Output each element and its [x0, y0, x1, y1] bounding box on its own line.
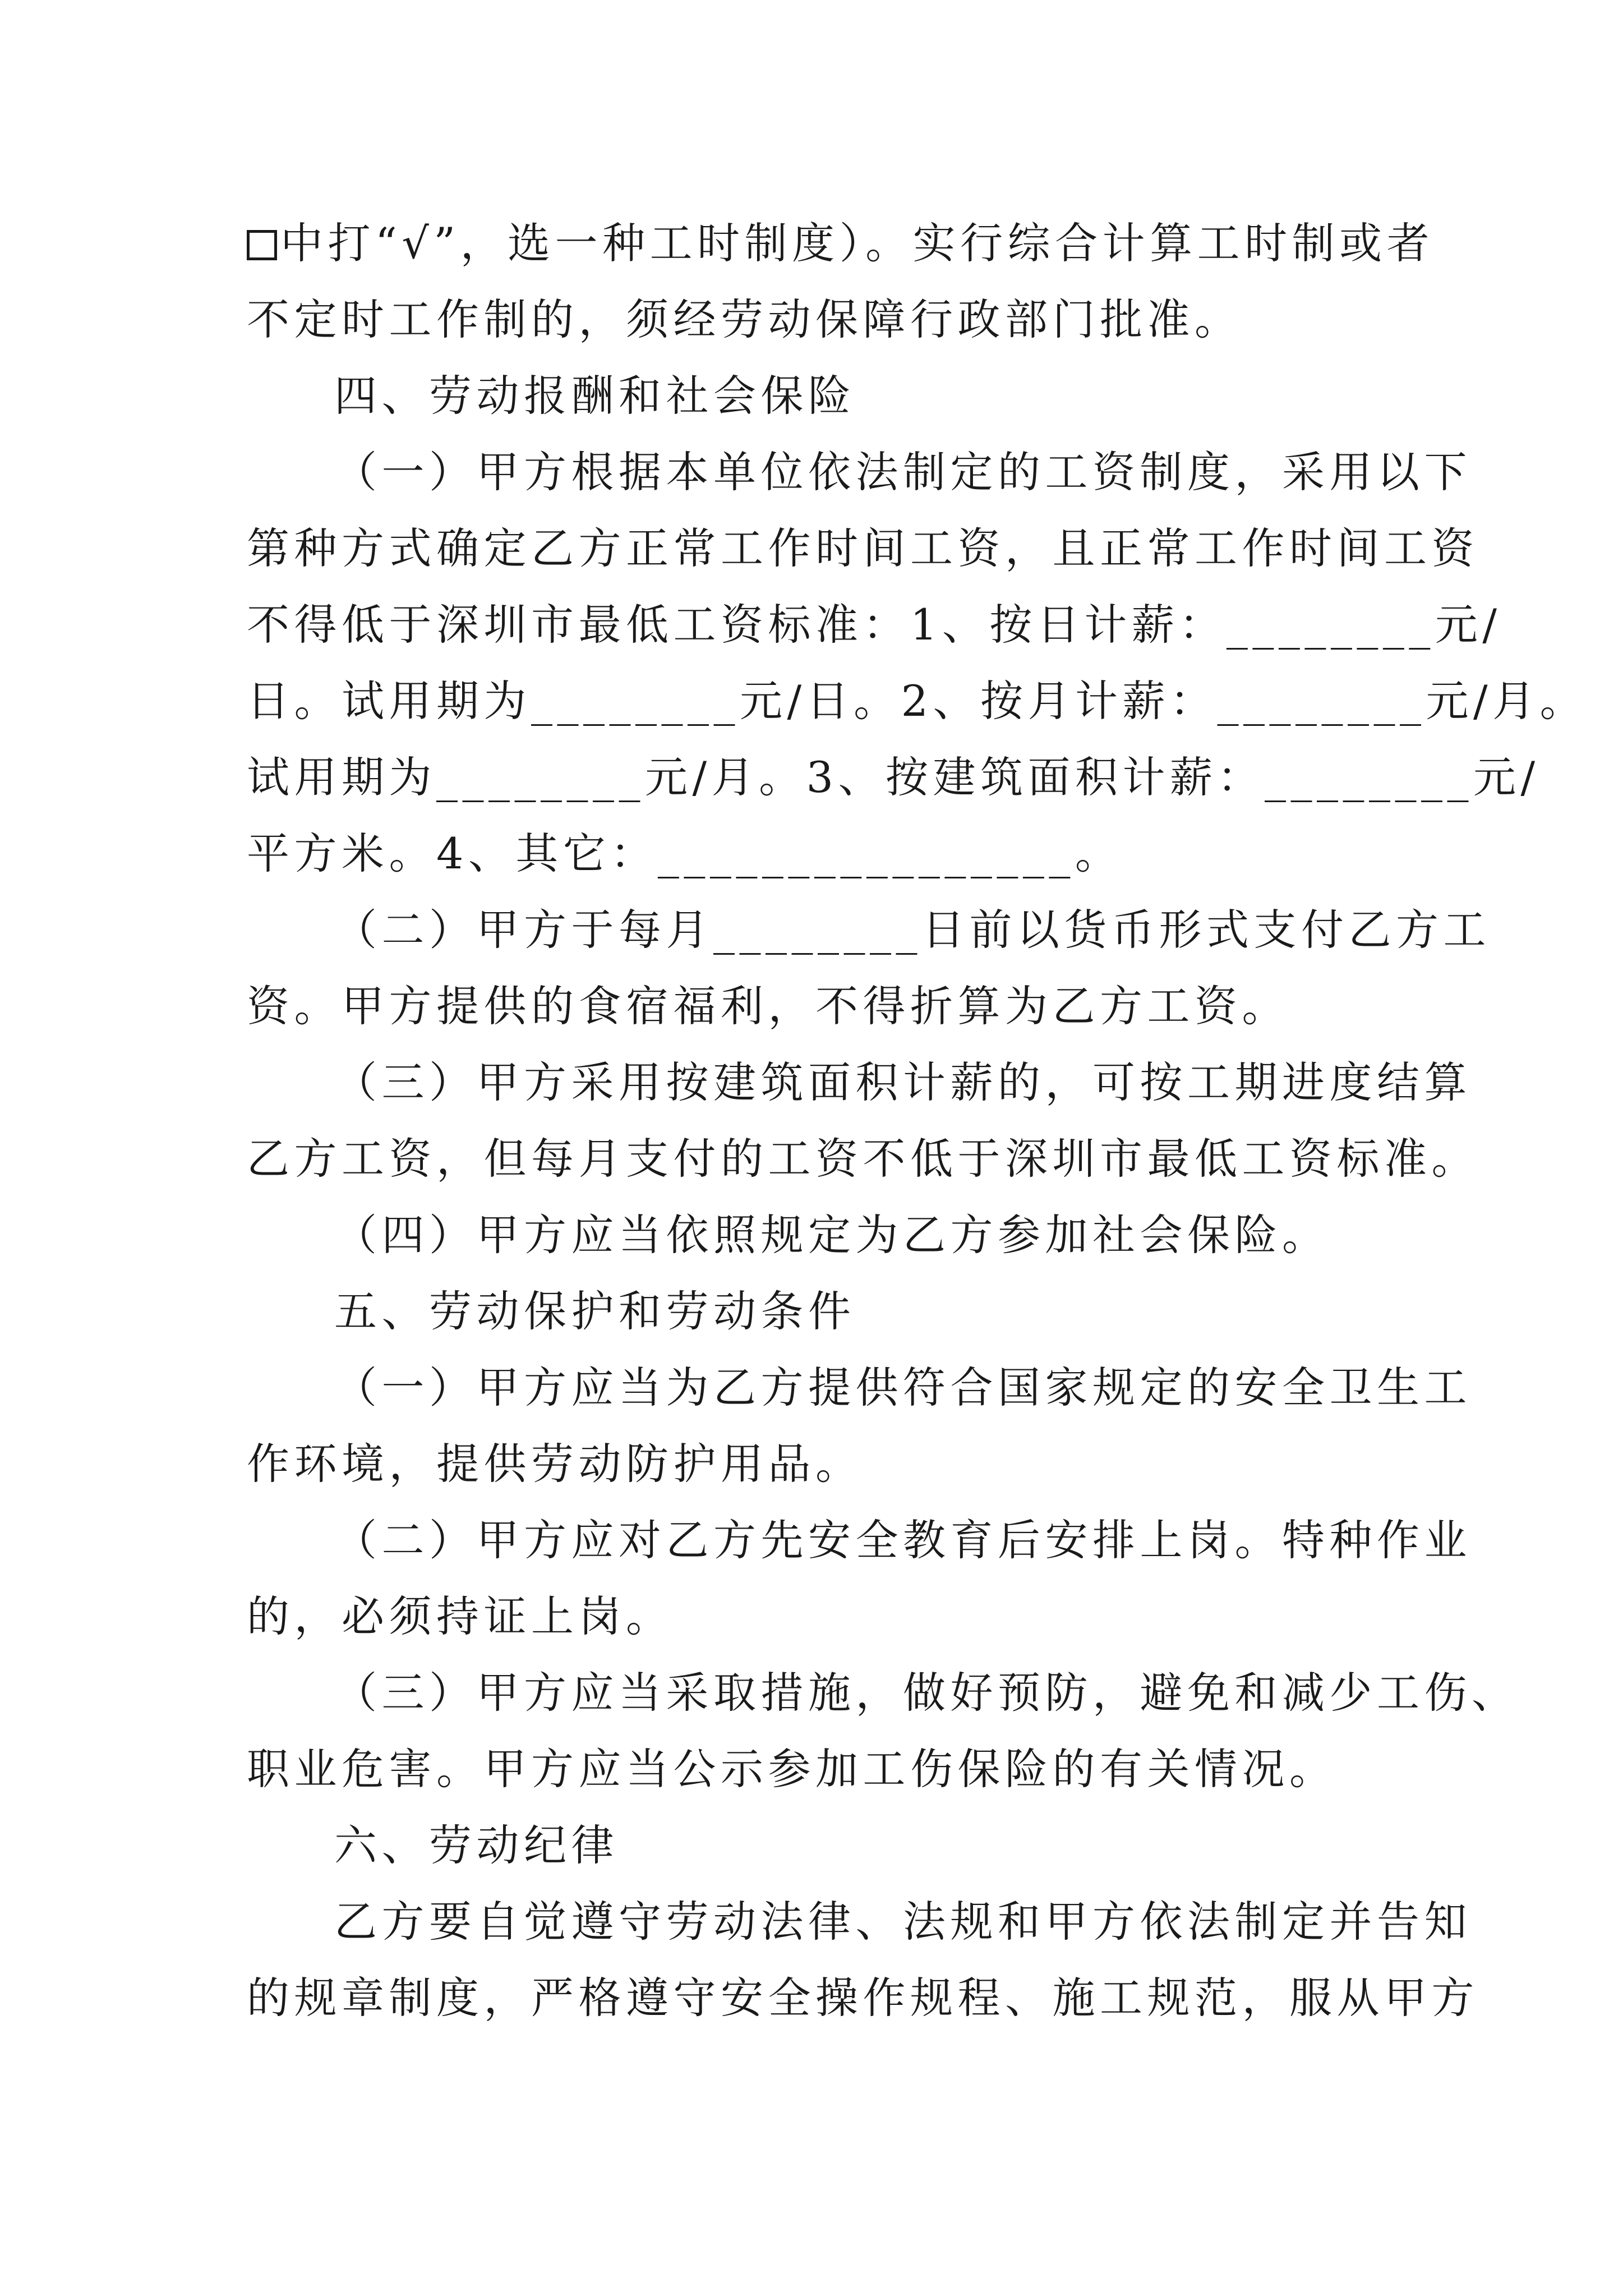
line-text: 中打“√”，选一种工时制度）。实行综合计算工时制或者 — [280, 218, 1435, 268]
text-line-11: 资。甲方提供的食宿福利，不得折算为乙方工资。 — [247, 981, 1289, 1031]
text-line-21: 职业危害。甲方应当公示参加工伤保险的有关情况。 — [247, 1744, 1337, 1794]
text-line-6: 不得低于深圳市最低工资标准：1、按日计薪：________元/ — [247, 600, 1502, 650]
text-line-9: 平方米。4、其它：________________。 — [247, 829, 1123, 878]
text-line-10: （二）甲方于每月________日前以货币形式支付乙方工 — [334, 905, 1491, 955]
text-line-24: 的规章制度，严格遵守安全操作规程、施工规范，服从甲方 — [247, 1973, 1479, 2023]
text-line-19: 的，必须持证上岗。 — [247, 1591, 674, 1641]
text-line-1 — [247, 210, 1434, 277]
text-line-5: 第种方式确定乙方正常工作时间工资，且正常工作时间工资 — [247, 523, 1479, 573]
text-line-14: （四）甲方应当依照规定为乙方参加社会保险。 — [334, 1210, 1330, 1260]
section-heading-5: 五、劳动保护和劳动条件 — [334, 1286, 856, 1336]
text-line-8: 试用期为________元/月。3、按建筑面积计薪：________元/ — [247, 752, 1540, 802]
text-line-18: （二）甲方应对乙方先安全教育后安排上岗。特种作业 — [334, 1515, 1472, 1565]
text-line-4: （一）甲方根据本单位依法制定的工资制度，采用以下 — [334, 447, 1472, 497]
text-line-16: （一）甲方应当为乙方提供符合国家规定的安全卫生工 — [334, 1363, 1472, 1412]
section-heading-4: 四、劳动报酬和社会保险 — [334, 371, 856, 421]
text-line-23: 乙方要自觉遵守劳动法律、法规和甲方依法制定并告知 — [334, 1897, 1472, 1947]
text-line-13: 乙方工资，但每月支付的工资不低于深圳市最低工资标准。 — [247, 1134, 1479, 1184]
text-line-17: 作环境，提供劳动防护用品。 — [247, 1439, 863, 1489]
text-line-2: 不定时工作制的，须经劳动保障行政部门批准。 — [247, 295, 1242, 344]
text-line-12: （三）甲方采用按建筑面积计薪的，可按工期进度结算 — [334, 1057, 1472, 1107]
text-line-7: 日。试用期为________元/日。2、按月计薪：________元/月。 — [247, 676, 1588, 726]
text-line-20: （三）甲方应当采取措施，做好预防，避免和减少工伤、 — [334, 1668, 1519, 1718]
checkbox-icon — [247, 230, 277, 260]
section-heading-6: 六、劳动纪律 — [334, 1820, 619, 1870]
